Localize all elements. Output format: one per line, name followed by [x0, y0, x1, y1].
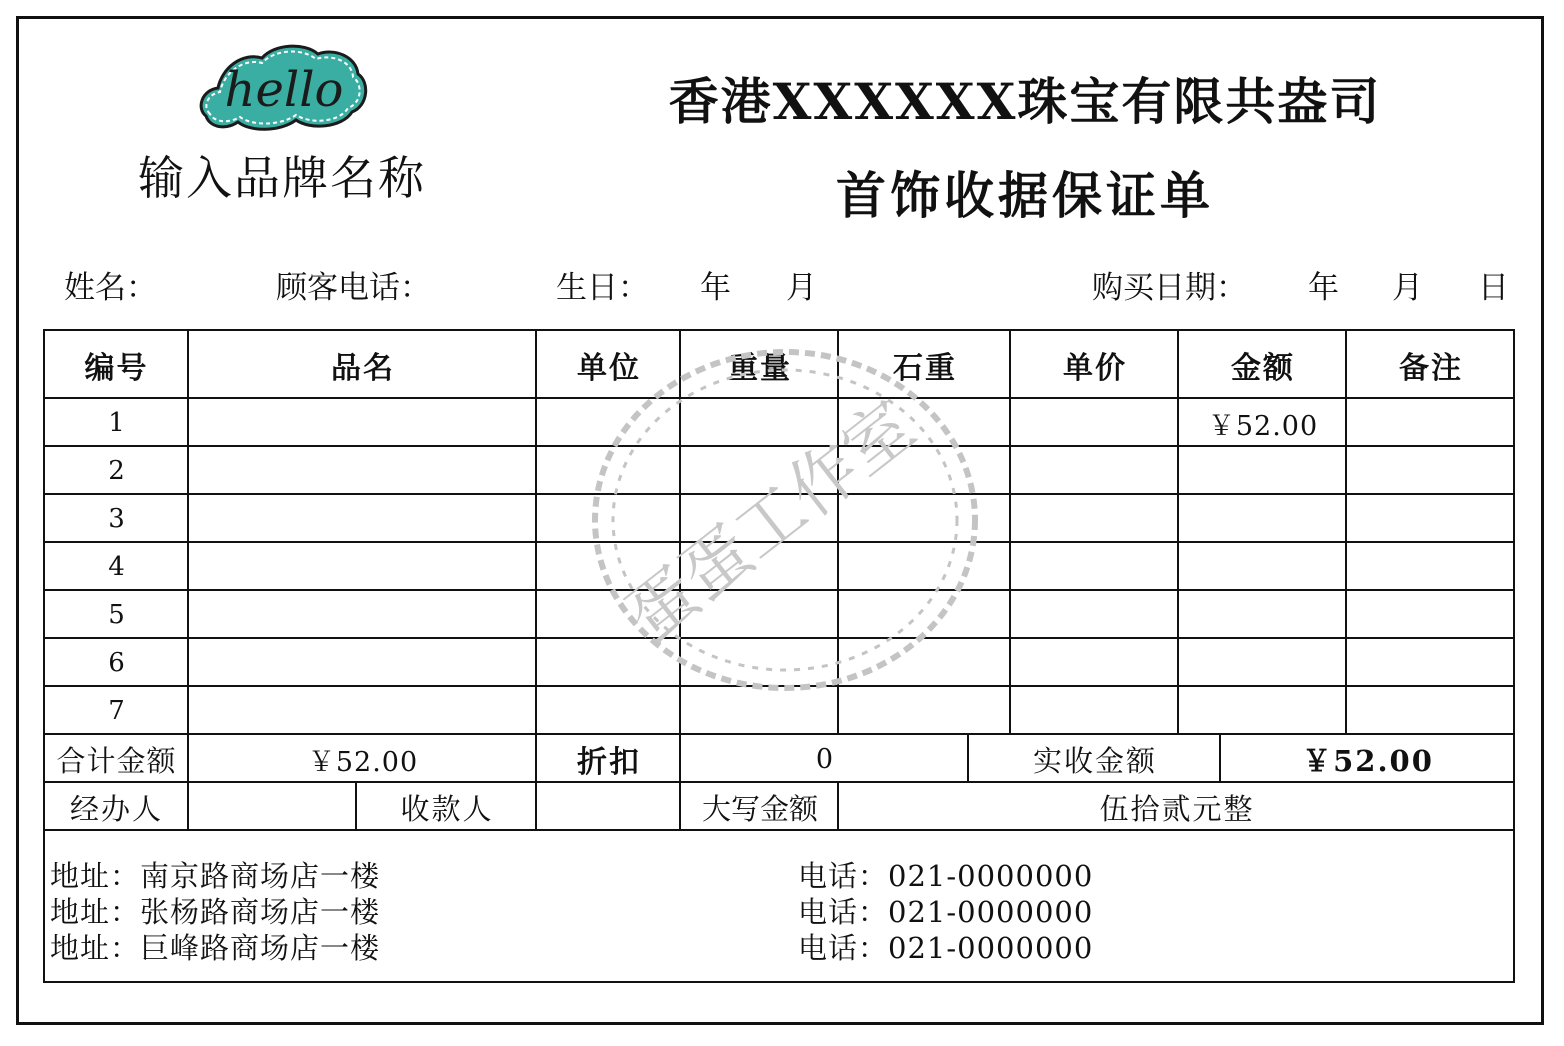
- birthday-year: 年: [700, 270, 731, 306]
- header-weight: 重量: [728, 350, 792, 386]
- header-number: 编号: [84, 350, 149, 386]
- row-number: 7: [108, 696, 125, 726]
- purchase-month: 月: [1392, 270, 1423, 306]
- store-phone: 电话：021-0000000: [798, 895, 1094, 929]
- row-amount: ￥52.00: [1207, 410, 1319, 442]
- header-stone-weight: 石重: [893, 350, 957, 386]
- uppercase-amount-label: 大写金额: [701, 791, 818, 826]
- discount-value: 0: [815, 743, 835, 775]
- uppercase-amount-value: 伍拾贰元整: [1099, 791, 1255, 826]
- phone-label: 顾客电话：: [276, 270, 431, 306]
- store-phone: 电话：021-0000000: [798, 859, 1094, 893]
- header-unit: 单位: [577, 350, 641, 386]
- store-address: 地址：南京路商场店一楼: [50, 859, 381, 893]
- header-product-name: 品名: [331, 350, 395, 386]
- purchase-year: 年: [1308, 270, 1339, 306]
- handler-label: 经办人: [69, 791, 163, 826]
- row-number: 6: [108, 648, 125, 678]
- total-amount-label: 合计金额: [56, 743, 177, 778]
- header-remarks: 备注: [1399, 350, 1463, 386]
- row-number: 5: [108, 600, 125, 630]
- company-name: 香港XXXXXX珠宝有限共盎司: [668, 72, 1382, 131]
- purchase-day: 日: [1478, 270, 1509, 306]
- header-amount: 金额: [1231, 350, 1295, 386]
- header-unit-price: 单价: [1063, 350, 1127, 386]
- discount-label: 折扣: [577, 745, 641, 780]
- birthday-label: 生日：: [556, 270, 649, 306]
- brand-name: 输入品牌名称: [138, 151, 426, 205]
- purchase-date-label: 购买日期：: [1092, 270, 1247, 306]
- total-amount-value: ￥52.00: [307, 746, 419, 778]
- cashier-label: 收款人: [400, 791, 494, 826]
- received-amount-value: ￥52.00: [1302, 743, 1434, 778]
- logo-text: hello: [224, 62, 344, 118]
- store-address: 地址：巨峰路商场店一楼: [50, 931, 381, 965]
- birthday-month: 月: [786, 270, 817, 306]
- store-address: 地址：张杨路商场店一楼: [50, 895, 381, 929]
- row-number: 4: [108, 552, 125, 582]
- row-number: 2: [108, 456, 125, 486]
- row-number: 1: [108, 408, 125, 438]
- row-number: 3: [108, 504, 125, 534]
- store-phone: 电话：021-0000000: [798, 931, 1094, 965]
- name-label: 姓名：: [64, 270, 157, 306]
- hello-logo: [192, 38, 370, 134]
- received-amount-label: 实收金额: [1032, 743, 1157, 778]
- document-title: 首饰收据保证单: [836, 166, 1214, 225]
- stamp-text: 蛋蛋工作室: [612, 386, 930, 659]
